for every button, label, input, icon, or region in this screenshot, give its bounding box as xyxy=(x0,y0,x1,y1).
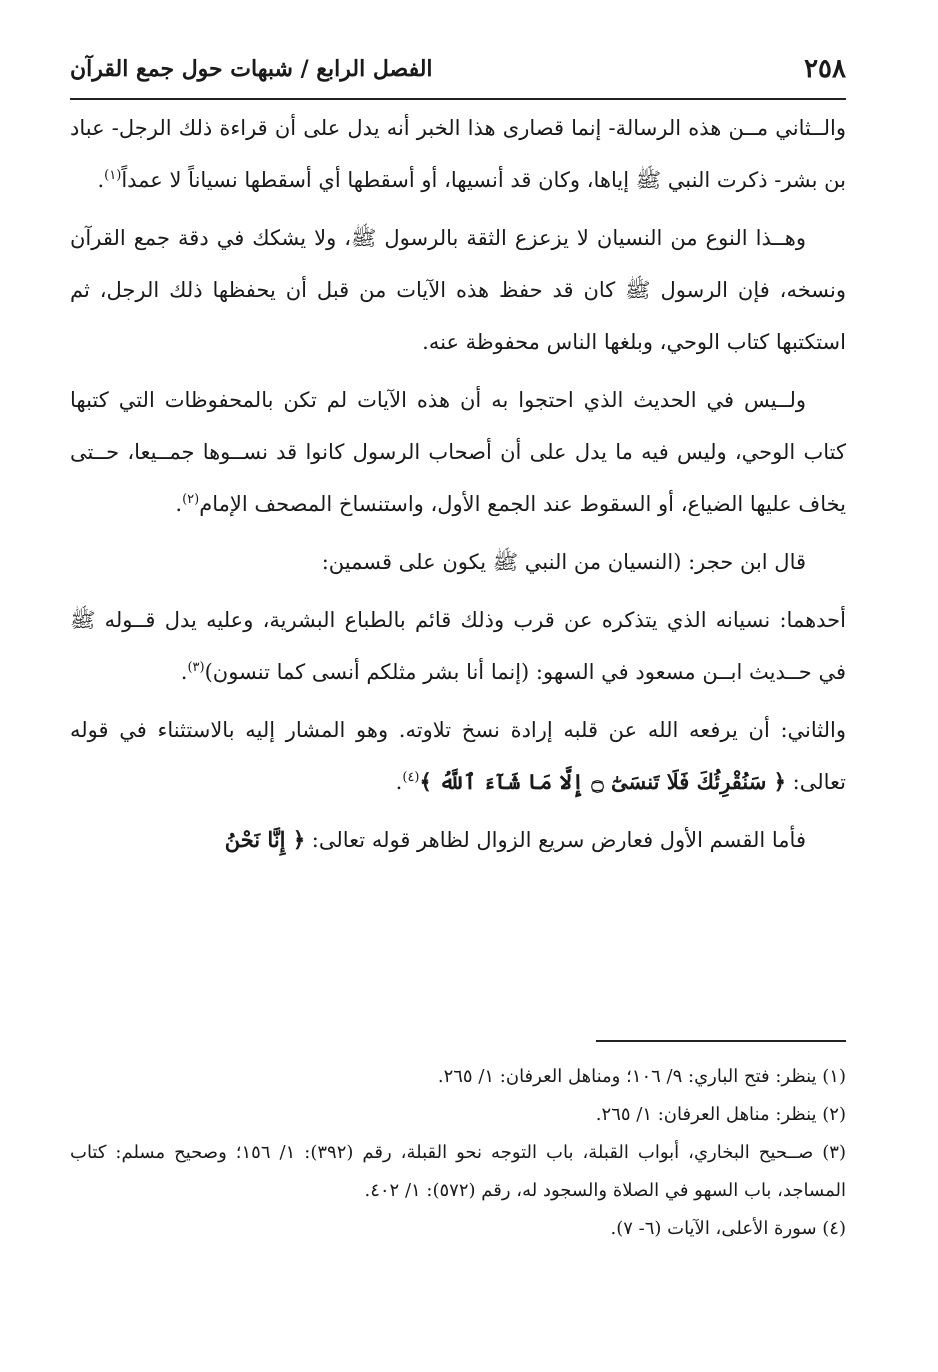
paragraph-5-text: أحدهما: نسيانه الذي يتذكره عن قرب وذلك قائم بالطباع البشرية، وعليه يدل قــوله ﷺ في حــديث ابــن مسعود في السهو: (إنما أنا بشر مثلكم أنسى كما تنسون) xyxy=(70,608,846,684)
paragraph-3: ولــيس في الحديث الذي احتجوا به أن هذه الآيات لم تكن بالمحفوظات التي كتبها كتاب الوحي، وليس فيه ما يدل على أن أصحاب الرسول كانوا قد نســوها جمــيعا، حــتى يخاف عليها الضياع، أو السقوط عند الجمع الأول، واستنساخ المصحف الإمام$^{(٢)}$. xyxy=(70,388,846,516)
paragraph-3-text: ولــيس في الحديث الذي احتجوا به أن هذه الآيات لم تكن بالمحفوظات التي كتبها كتاب الوحي، وليس فيه ما يدل على أن أصحاب الرسول كانوا قد نســوها جمــيعا، حــتى يخاف عليها الضياع، أو السقوط عند الجمع الأول، واستنساخ المصحف الإمام xyxy=(70,388,846,516)
quran-verse-1: ﴿ سَنُقْرِئُكَ فَلَا تَنسَىٰٓ ۝ إِلَّا مَا شَآءَ ٱللَّهُ ﴾ xyxy=(419,769,786,794)
footnote-ref-3: (٣) xyxy=(187,660,205,675)
footnote-ref-1: (١) xyxy=(104,168,122,183)
page-number: ٢٥٨ xyxy=(804,54,846,84)
footnote-1: (١) ينظر: فتح الباري: ٩/ ١٠٦؛ ومناهل العرفان: ١/ ٢٦٥. xyxy=(437,1066,846,1087)
page-header xyxy=(70,48,846,100)
footnote-2: (٢) ينظر: مناهل العرفان: ١/ ٢٦٥. xyxy=(595,1104,846,1125)
quran-verse-2: ﴿ إِنَّا نَحْنُ xyxy=(224,827,306,852)
main-text xyxy=(70,102,846,872)
footnote-4: (٤) سورة الأعلى، الآيات (٦- ٧). xyxy=(610,1218,846,1239)
footnotes xyxy=(70,1058,846,1248)
paragraph-4 xyxy=(70,536,846,588)
footnote-3: (٣) صــحيح البخاري، أبواب القبلة، باب التوجه نحو القبلة، رقم (٣٩٢): ١/ ١٥٦؛ وصحيح مسلم: كتاب المساجد، باب السهو في الصلاة والسجود له، رقم (٥٧٢): ١/ ٤٠٢. xyxy=(70,1142,846,1201)
footnote-ref-4: (٤) xyxy=(402,770,420,785)
paragraph-1-text: والــثاني مــن هذه الرسالة- إنما قصارى هذا الخبر أنه يدل على أن قراءة ذلك الرجل- عباد بن بشر- ذكرت النبي ﷺ إياها، وكان قد أنسيها، أو أسقطها أي أسقطها نسياناً لا عمداً xyxy=(70,116,846,192)
paragraph-5: أحدهما: نسيانه الذي يتذكره عن قرب وذلك قائم بالطباع البشرية، وعليه يدل قــوله ﷺ في حــديث ابــن مسعود في السهو: (إنما أنا بشر مثلكم أنسى كما تنسون)$^{(٣)}$. xyxy=(70,608,846,684)
paragraph-1: والــثاني مــن هذه الرسالة- إنما قصارى هذا الخبر أنه يدل على أن قراءة ذلك الرجل- عباد بن بشر- ذكرت النبي ﷺ إياها، وكان قد أنسيها، أو أسقطها أي أسقطها نسياناً لا عمداً$^{(١)}$. xyxy=(70,116,846,192)
footnote-ref-2: (٢) xyxy=(182,492,200,507)
paragraph-7 xyxy=(70,814,846,866)
paragraph-6-text: والثاني: أن يرفعه الله عن قلبه إرادة نسخ تلاوته. وهو المشار إليه بالاستثناء في قوله تعالى: xyxy=(70,718,846,794)
paragraph-4-text: قال ابن حجر: (النسيان من النبي ﷺ يكون على قسمين: xyxy=(321,550,806,574)
paragraph-6: والثاني: أن يرفعه الله عن قلبه إرادة نسخ تلاوته. وهو المشار إليه بالاستثناء في قوله تعالى: ﴿ سَنُقْرِئُكَ فَلَا تَنسَىٰٓ ۝ إِلَّا مَا شَآءَ ٱللَّهُ ﴾$^{(٤)}$. xyxy=(70,718,846,794)
paragraph-2-text: وهــذا النوع من النسيان لا يزعزع الثقة بالرسول ﷺ، ولا يشكك في دقة جمع القرآن ونسخه، فإن الرسول ﷺ كان قد حفظ هذه الآيات من قبل أن يحفظها ذلك الرجل، ثم استكتبها كتاب الوحي، وبلغها الناس محفوظة عنه. xyxy=(70,226,846,354)
paragraph-2 xyxy=(70,212,846,368)
paragraph-7-text: فأما القسم الأول فعارض سريع الزوال لظاهر قوله تعالى: xyxy=(305,828,806,852)
footnote-separator xyxy=(596,1040,846,1042)
running-title: الفصل الرابع / شبهات حول جمع القرآن xyxy=(70,56,433,82)
